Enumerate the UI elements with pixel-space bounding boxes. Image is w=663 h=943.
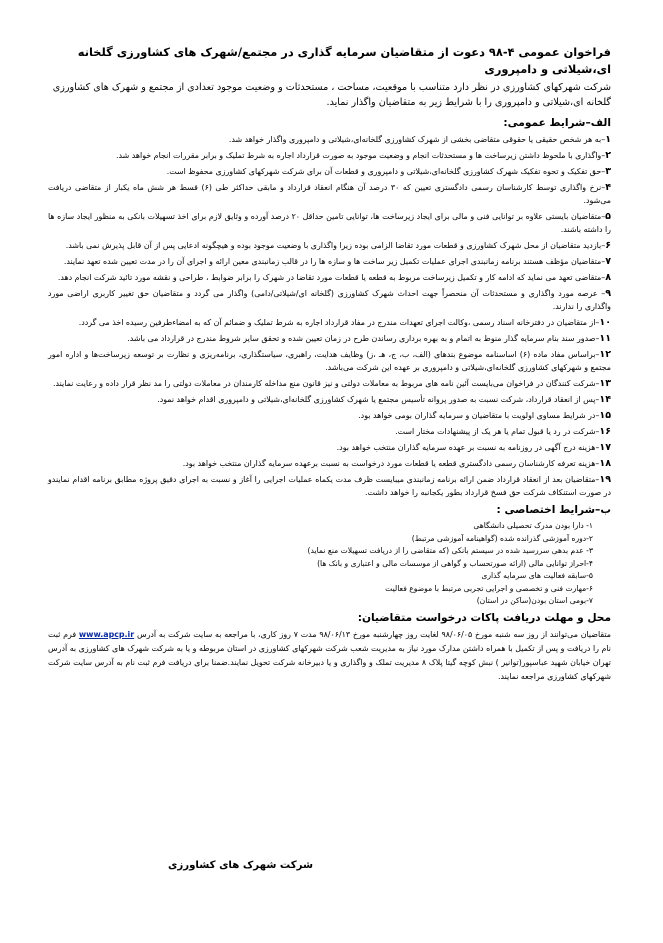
clause-text: – عرصه مورد واگذاری و مستحدثات آن منحصراً جهت احداث شهرک کشاورزی (گلخانه ای/شیلاتی/دامی) واگذار می گردد و متقاضیان حق تغییر کاربری اراضی مورد واگذاری را ندارند.: [48, 289, 611, 311]
clause-number: ۱۰: [599, 317, 611, 328]
specific-item-3: ۳- عدم بدهی سررسید شده در سیستم بانکی (که متقاضی را از دریافت تسهیلات منع نماید): [307, 546, 593, 555]
general-clause-11: [48, 332, 611, 345]
general-clause-5: [48, 210, 611, 236]
general-clause-9: [48, 287, 611, 313]
deadline-text-after-url: فرم ثبت نام را دریافت و پس از تکمیل با همراه داشتن مدارک مورد نیاز به مدیریت شعب شرکت شهرکهای کشاورزی در استان مربوطه و یا به شرکت شهرک های کشاورزی به آدرس تهران خیابان شهید عباسپور(توانیر ) نبش کوچه گیتا پلاک ۸ مدیریت تملک و واگذاری و یا دبیرخانه شرکت تحویل نمایند.ضمنا برای دریافت فرم ثبت نام به آدرس سایت شرکت شهرکهای کشاورزی مراجعه نمایند.: [48, 629, 611, 681]
website-link[interactable]: www.apcp.ir: [78, 629, 135, 639]
clause-text: –حق تفکیک و تحوه تفکیک شهرک کشاورزی گلخانه‌ای،شیلاتی و دامپروری و قطعات آن برای شرکت شهرکهای کشاورزی محفوظ است.: [166, 167, 606, 176]
general-clause-13: [48, 377, 611, 390]
clause-number: ۱۲: [599, 349, 611, 360]
clause-number: ۱: [605, 134, 611, 145]
general-clause-12: [48, 348, 611, 374]
company-signature: شرکت شهرک های کشاورزی: [168, 860, 313, 871]
general-conditions-list: [48, 133, 611, 499]
deadline-heading: محل و مهلت دریافت پاکات درخواست متقاضیان:: [357, 611, 611, 624]
clause-text: –به هر شخص حقیقی یا حقوقی متقاضی بخشی از شهرک کشاورزی گلخانه‌ای،شیلاتی و دامپروری واگذار خواهد شد.: [228, 135, 606, 144]
specific-item-5: ۵-سابقه فعالیت های سرمایه گذاری: [481, 571, 593, 580]
clause-text: –نرخ واگذاری توسط کارشناسان رسمی دادگستری تعیین که ۳۰ درصد آن هنگام انعقاد قرارداد و مابقی حداکثر طی (۶) قسط هر شش ماه یکبار از متقاضی دریافت می‌شود.: [48, 183, 611, 205]
clause-number: ۶: [605, 240, 611, 251]
clause-number: ۱۴: [599, 394, 611, 405]
clause-number: ۱۵: [599, 410, 611, 421]
clause-text: –واگذاری با ملحوظ داشتن زیرساخت ها و مستحدثات انجام و وضعیت موجود به صورت قرارداد اجاره به شرط تملیک و برابر مقررات انجام خواهد شد.: [115, 151, 606, 160]
general-clause-14: [48, 393, 611, 406]
clause-number: ۱۶: [599, 426, 611, 437]
clause-number: ۱۹: [599, 474, 611, 485]
clause-text: –بازدید متقاضیان از محل شهرک کشاورزی و قطعات مورد تقاضا الزامی بوده زیرا واگذاری با وضعیت موجود بوده و هیچگونه ادعایی پس از آن قابل پذیرش نمی باشد.: [65, 241, 606, 250]
clause-number: ۱۱: [599, 333, 611, 344]
general-clause-18: [48, 457, 611, 470]
announcement-title: فراخوان عمومی ۴-۹۸ دعوت از متقاضیان سرمایه گذاری در مجتمع/شهرک های کشاورزی گلخانه ای،شیلاتی و دامپروری: [77, 45, 611, 76]
clause-number: ۱۸: [599, 458, 611, 469]
clause-text: –متقاضیان بعد از انعقاد قرارداد ضمن ارائه برنامه زمانبندی میبایست ظرف مدت یکماه عملیات اجرایی را آغاز و نسبت به اجرای دقیق پروژه مطابق برنامه اقدام نمایندو در صورت استنکاف شرکت حق فسخ قرارداد بطور یکجانبه را خواهد داشت.: [48, 475, 611, 497]
clause-number: ۵: [605, 211, 611, 222]
intro-paragraph: شرکت شهرکهای کشاورزی در نظر دارد متناسب با موقعیت، مساحت ، مستحدثات و وضعیت موجود تعدادی از مجتمع و شهرک های کشاورزی گلخانه ای،شیلاتی و دامپروری را با شرایط زیر به متقاضیان واگذار نماید.: [52, 82, 611, 108]
general-clause-17: [48, 441, 611, 454]
general-clause-7: [48, 255, 611, 268]
specific-item-4: ۴-احراز توانایی مالی (ارائه صورتحساب و گواهی از موسسات مالی و اعتباری و بانک ها): [317, 558, 593, 568]
specific-item-6: ۶-مهارت فنی و تخصصی و اجرایی تجربی مرتبط با موضوع فعالیت: [385, 583, 593, 593]
general-clause-16: [48, 425, 611, 438]
clause-text: –هزینه تعرفه کارشناسان رسمی دادگستری قطعه یا قطعات مورد درخواست به نسبت برعهده سرمایه گذاران منتخب خواهد بود.: [182, 459, 600, 468]
general-clause-10: [48, 316, 611, 329]
clause-number: ۲: [605, 150, 611, 161]
clause-text: –پس از انعقاد قرارداد، شرکت نسبت به صدور پروانه تأسیس مجتمع یا شهرک کشاورزی گلخانه‌ای،شیلاتی و دامپروری اقدام خواهد نمود.: [157, 395, 600, 404]
specific-conditions-list: [48, 520, 593, 608]
clause-number: ۸: [605, 272, 611, 283]
clause-number: ۹: [605, 288, 611, 299]
clause-number: ۷: [605, 256, 611, 267]
specific-item-7: ۷-بومی استان بودن(ساکن در استان): [476, 596, 593, 605]
deadline-text-before-url: متقاضیان می‌توانند از روز سه شنبه مورخ ۹۸/۰۶/۰۵ لغایت روز چهارشنبه مورخ ۹۸/۰۶/۱۳ مدت ۷ روز کاری، با مراجعه به سایت شرکت به آدرس: [136, 629, 611, 639]
clause-number: ۳: [605, 166, 611, 177]
clause-text: –در شرایط مساوی اولویت با متقاضیان و سرمایه گذاران بومی خواهد بود.: [358, 411, 600, 420]
general-clause-1: [48, 133, 611, 146]
clause-text: –براساس مفاد ماده (۶) اساسنامه موضوع بندهای (الف، ب، ج، هـ ،ز) وظایف هدایت، راهبری، سیاستگذاری، برنامه‌ریزی و نظارت بر توسعه زیرساخت‌ها و اداره امور مجتمع و شهرکهای کشاورزی گلخانه‌ای،شیلاتی و دامپروری بر عهده این شرکت می‌باشد.: [48, 350, 611, 372]
clause-text: –هزینه درج آگهی در روزنامه به نسبت بر عهده سرمایه گذاران منتخب خواهد بود.: [336, 443, 600, 452]
general-clause-8: [48, 271, 611, 284]
specific-item-1: ۱- دارا بودن مدرک تحصیلی دانشگاهی: [473, 521, 593, 530]
general-clause-6: [48, 239, 611, 252]
general-clause-15: [48, 409, 611, 422]
clause-number: ۱۷: [599, 442, 611, 453]
deadline-paragraph: [48, 628, 611, 684]
clause-text: –شرکت در رد یا قبول تمام یا هر یک از پیشنهادات مختار است.: [395, 427, 600, 436]
general-clause-19: [48, 473, 611, 499]
general-clause-2: [48, 149, 611, 162]
clause-text: –متقاضی تعهد می نماید که ادامه کار و تکمیل زیرساخت مربوط به قطعه یا قطعات مورد تقاضا در شهرک را برابر ضوابط ، طراحی و نقشه مورد تائید شرکت انجام دهد.: [57, 273, 606, 282]
clause-text: –متقاضیان بایستی علاوه بر توانایی فنی و مالی برای ایجاد زیرساخت ها، توانایی تامین حداقل ۲۰ درصد آورده و وثایق لازم برای اخذ تسهیلات بانکی به منظور ایجاد سازه ها را داشته باشند.: [48, 212, 611, 234]
specific-item-2: ۲-دوره آموزشی گذرانده شده (گواهینامه آموزشی مرتبط): [411, 533, 593, 543]
clause-text: –از متقاضیان در دفترخانه اسناد رسمی ،وکالت اجرای تعهدات مندرج در مفاد قرارداد اجاره به شرط تملیک و ضمائم آن که به امضاءطرفین رسیده اخذ می گردد.: [78, 318, 600, 327]
general-clause-3: [48, 165, 611, 178]
clause-number: ۱۳: [599, 378, 611, 389]
clause-number: ۴: [605, 182, 611, 193]
clause-text: –صدور سند بنام سرمایه گذار منوط به اتمام و به بهره برداری رساندن طرح در زمان تعیین شده و تحقق سایر شروط مندرج در قرارداد می باشد.: [127, 334, 600, 343]
specific-conditions-heading: ب–شرایط اختصاصی :: [496, 504, 611, 516]
general-clause-4: [48, 181, 611, 207]
general-conditions-heading: الف–شرایط عمومی:: [503, 117, 611, 129]
clause-text: –شرکت کنندگان در فراخوان می‌بایست آئین نامه های مربوط به معاملات دولتی و نیز قانون منع مداخله کارمندان در معاملات دولتی را مد نظر قرار داده و رعایت نمایند.: [52, 379, 600, 388]
clause-text: –متقاضیان مؤظف هستند برنامه زمانبندی اجرای عملیات تکمیل زیر ساخت ها و سازه ها را در قالب زمانبندی معین ارائه و اجرای آن را در مدت تعیین شده تعهد نمایند.: [63, 257, 606, 266]
